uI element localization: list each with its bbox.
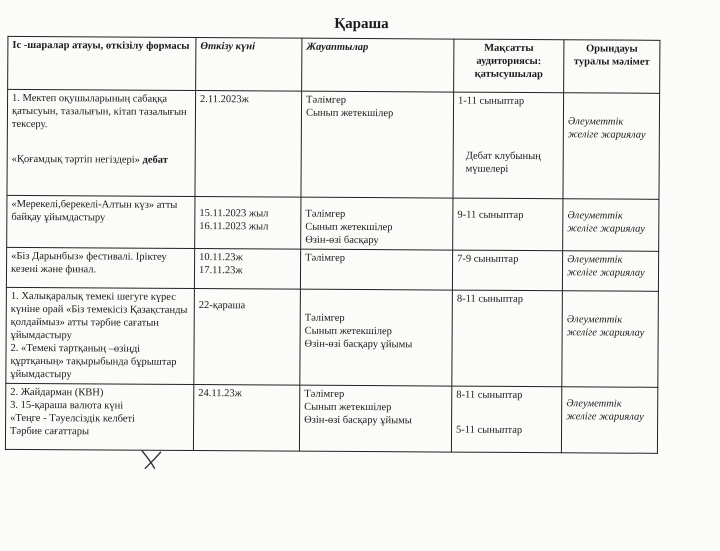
responsible-cell	[299, 385, 451, 452]
date-text: 24.11.23ж	[198, 388, 242, 400]
publication-text: Әлеуметтік	[566, 398, 622, 410]
event-text: «Біз Дарынбыз» фестивалі. Іріктеу кезені және финал.	[10, 250, 167, 276]
publication-text: желіге жариялау	[566, 267, 645, 279]
header-publication: Орындауы туралы мәлімет	[564, 40, 660, 94]
page-title: Қараша	[334, 15, 389, 33]
event-cell	[7, 89, 196, 196]
responsible-text: Өзін-өзі басқару	[305, 234, 379, 247]
date-text: 2.11.2023ж	[200, 94, 249, 106]
publication-text: желіге жариялау	[566, 411, 644, 423]
responsible-text: Тәлімгер	[304, 388, 345, 400]
responsible-text: Сынып жетекшілер	[305, 107, 394, 120]
publication-cell	[562, 291, 659, 388]
table-row	[5, 383, 657, 453]
header-event: Іс -шаралар атауы, өткізілу формасы	[8, 36, 196, 90]
event-cell	[7, 195, 195, 248]
audience-text: 1-11 сыныптар	[458, 95, 525, 107]
responsible-cell	[300, 289, 453, 386]
publication-text: Әлеуметтік	[567, 116, 624, 128]
publication-text: желіге жариялау	[567, 129, 646, 141]
event-text: 3. 15-қараша валюта күні	[10, 399, 124, 412]
date-cell	[195, 90, 302, 197]
audience-cell	[452, 290, 563, 387]
responsible-text: Сынып жетекшілер	[304, 401, 392, 414]
responsible-cell	[301, 197, 453, 250]
event-cell	[5, 383, 193, 450]
event-text: 2. «Темекі тартқаның –өзіңді құртқаның» тақырыбында бұрыштар ұйымдастыру	[10, 342, 177, 381]
header-responsible: Жауаптылар	[302, 38, 454, 92]
publication-cell	[561, 387, 657, 454]
event-text: Тәрбие сағаттары	[10, 425, 90, 438]
audience-cell	[453, 92, 564, 199]
date-text: 16.11.2023 жыл	[199, 221, 269, 233]
responsible-text: Тәлімгер	[306, 94, 347, 106]
audience-text: 7-9 сыныптар	[457, 253, 519, 265]
date-cell	[194, 248, 300, 289]
date-text: 15.11.2023 жыл	[199, 208, 269, 220]
responsible-text: Өзін-өзі басқару ұйымы	[304, 338, 413, 351]
table-row	[7, 195, 659, 251]
responsible-text: Тәлімгер	[304, 312, 345, 324]
publication-cell	[563, 199, 659, 252]
event-text: дебат	[142, 154, 168, 166]
event-text: «Қоғамдық тәртіп негіздері»	[11, 153, 140, 166]
responsible-text: Сынып жетекшілер	[305, 221, 393, 234]
table-row	[6, 247, 658, 291]
responsible-text: Тәлімгер	[305, 208, 346, 220]
table-row	[7, 89, 660, 199]
audience-cell	[453, 198, 563, 251]
responsible-cell	[301, 91, 454, 198]
publication-cell	[563, 93, 660, 200]
publication-cell	[562, 251, 658, 292]
responsible-text: Сынып жетекшілер	[304, 325, 392, 338]
table-row	[6, 287, 659, 387]
handwritten-check-mark-icon	[139, 449, 165, 471]
event-text: «Теңге - Тәуелсіздік келбеті	[10, 412, 135, 425]
date-cell	[194, 288, 301, 385]
event-text: «Мерекелі,берекелі-Алтын күз» атты байқау ұйымдастыру	[11, 198, 178, 224]
responsible-cell	[300, 249, 452, 290]
publication-text: желіге жариялау	[567, 223, 645, 235]
responsible-text: Тәлімгер	[305, 252, 346, 264]
event-text: 1. Халықаралық темекі шегуге күрес күніне орай «Біз темекісіз Қазақстанды қолдаймыз» атты тәрбие сағатын ұйымдастыру	[10, 290, 188, 342]
events-table	[5, 36, 661, 454]
audience-text: 8-11 сыныптар	[456, 389, 523, 401]
publication-text: желіге жариялау	[566, 327, 645, 339]
audience-text: 8-11 сыныптар	[456, 293, 524, 305]
audience-cell	[451, 386, 561, 453]
audience-text: Дебат клубының мүшелері	[465, 150, 541, 175]
event-text: 1. Мектеп оқушыларының сабаққа қатысуын, тазалығын, кітап тазалығын тексеру.	[11, 92, 187, 131]
audience-text: 5-11 сыныптар	[456, 424, 523, 436]
audience-cell	[452, 250, 562, 291]
date-text: 22-қараша	[198, 300, 246, 312]
date-cell	[195, 196, 301, 249]
publication-text: Әлеуметтік	[567, 210, 623, 222]
event-text: 2. Жайдарман (КВН)	[10, 386, 104, 399]
responsible-text: Өзін-өзі басқару ұйымы	[304, 414, 412, 427]
publication-text: Әлеуметтік	[566, 314, 623, 326]
date-cell	[193, 384, 299, 451]
header-date: Өткізу күні	[196, 37, 302, 91]
date-text: 17.11.23ж	[198, 265, 243, 277]
header-row	[8, 36, 660, 93]
header-audience: Мақсатты аудиториясы: қатысушылар	[454, 39, 564, 93]
event-cell	[6, 247, 194, 288]
audience-text: 9-11 сыныптар	[457, 209, 524, 221]
event-cell	[6, 287, 195, 384]
publication-text: Әлеуметтік	[567, 254, 623, 266]
date-text: 10.11.23ж	[199, 252, 243, 264]
